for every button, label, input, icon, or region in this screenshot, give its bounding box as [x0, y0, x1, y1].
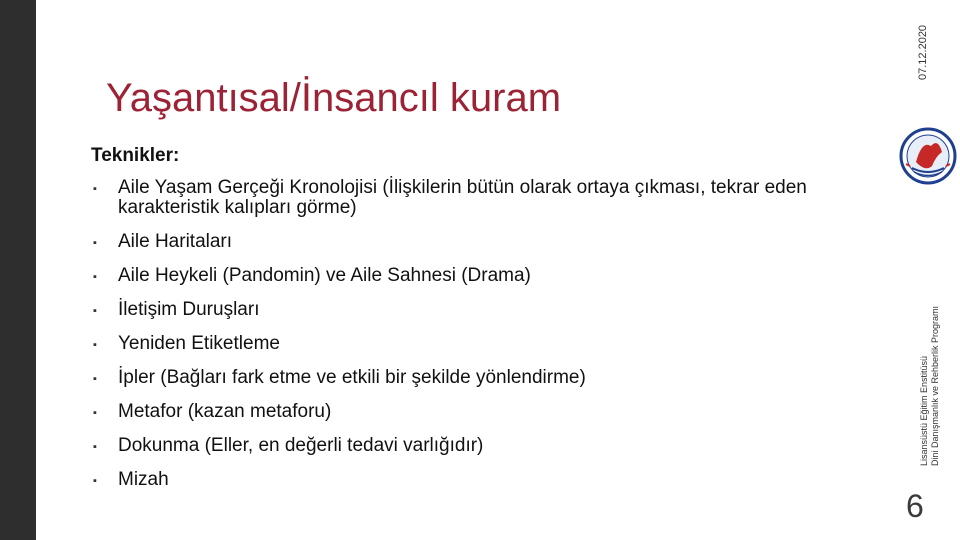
bullet-marker-icon: ▪: [93, 373, 97, 385]
page-number: 6: [906, 488, 924, 524]
university-seal-icon: [898, 126, 958, 190]
bullet-item: [91, 334, 871, 354]
bullet-text: Aile Yaşam Gerçeği Kronolojisi (İlişkilerin bütün olarak ortaya çıkması, tekrar eden karakteristik kalıpları görme): [118, 177, 807, 218]
slide-date: 07.12.2020: [917, 24, 929, 80]
bullet-item: [91, 266, 871, 286]
bullet-text: Aile Heykeli (Pandomin) ve Aile Sahnesi (Drama): [118, 265, 531, 286]
bullet-item: [91, 402, 871, 422]
bullet-marker-icon: ▪: [93, 441, 97, 453]
bullet-marker-icon: ▪: [93, 407, 97, 419]
bullet-text: İpler (Bağları fark etme ve etkili bir şekilde yönlendirme): [118, 367, 586, 388]
bullet-text: Mizah: [118, 469, 169, 490]
bullet-item: [91, 178, 871, 218]
bullet-item: [91, 300, 871, 320]
institute-label: [919, 306, 941, 466]
bullet-marker-icon: ▪: [93, 271, 97, 283]
bullet-marker-icon: ▪: [93, 237, 97, 249]
bullet-item: [91, 470, 871, 490]
bullet-marker-icon: ▪: [93, 339, 97, 351]
institute-line-1: Lisansüstü Eğitim Enstitüsü: [919, 355, 929, 466]
bullet-item: [91, 368, 871, 388]
bullet-text: Metafor (kazan metaforu): [118, 401, 332, 422]
bullet-text: Yeniden Etiketleme: [118, 333, 280, 354]
bullet-item: [91, 436, 871, 456]
bullet-marker-icon: ▪: [93, 475, 97, 487]
bullet-text: Dokunma (Eller, en değerli tedavi varlığıdır): [118, 435, 484, 456]
bullet-text: İletişim Duruşları: [118, 299, 260, 320]
bullet-list: [91, 178, 871, 504]
bullet-marker-icon: ▪: [93, 183, 97, 195]
institute-line-2: Dini Danışmanlık ve Rehberlik Programı: [930, 305, 940, 466]
bullet-item: [91, 232, 871, 252]
bullet-marker-icon: ▪: [93, 305, 97, 317]
slide-subtitle: Teknikler:: [91, 145, 180, 166]
bullet-text: Aile Haritaları: [118, 231, 233, 252]
slide-title: Yaşantısal/İnsancıl kuram: [106, 76, 562, 120]
